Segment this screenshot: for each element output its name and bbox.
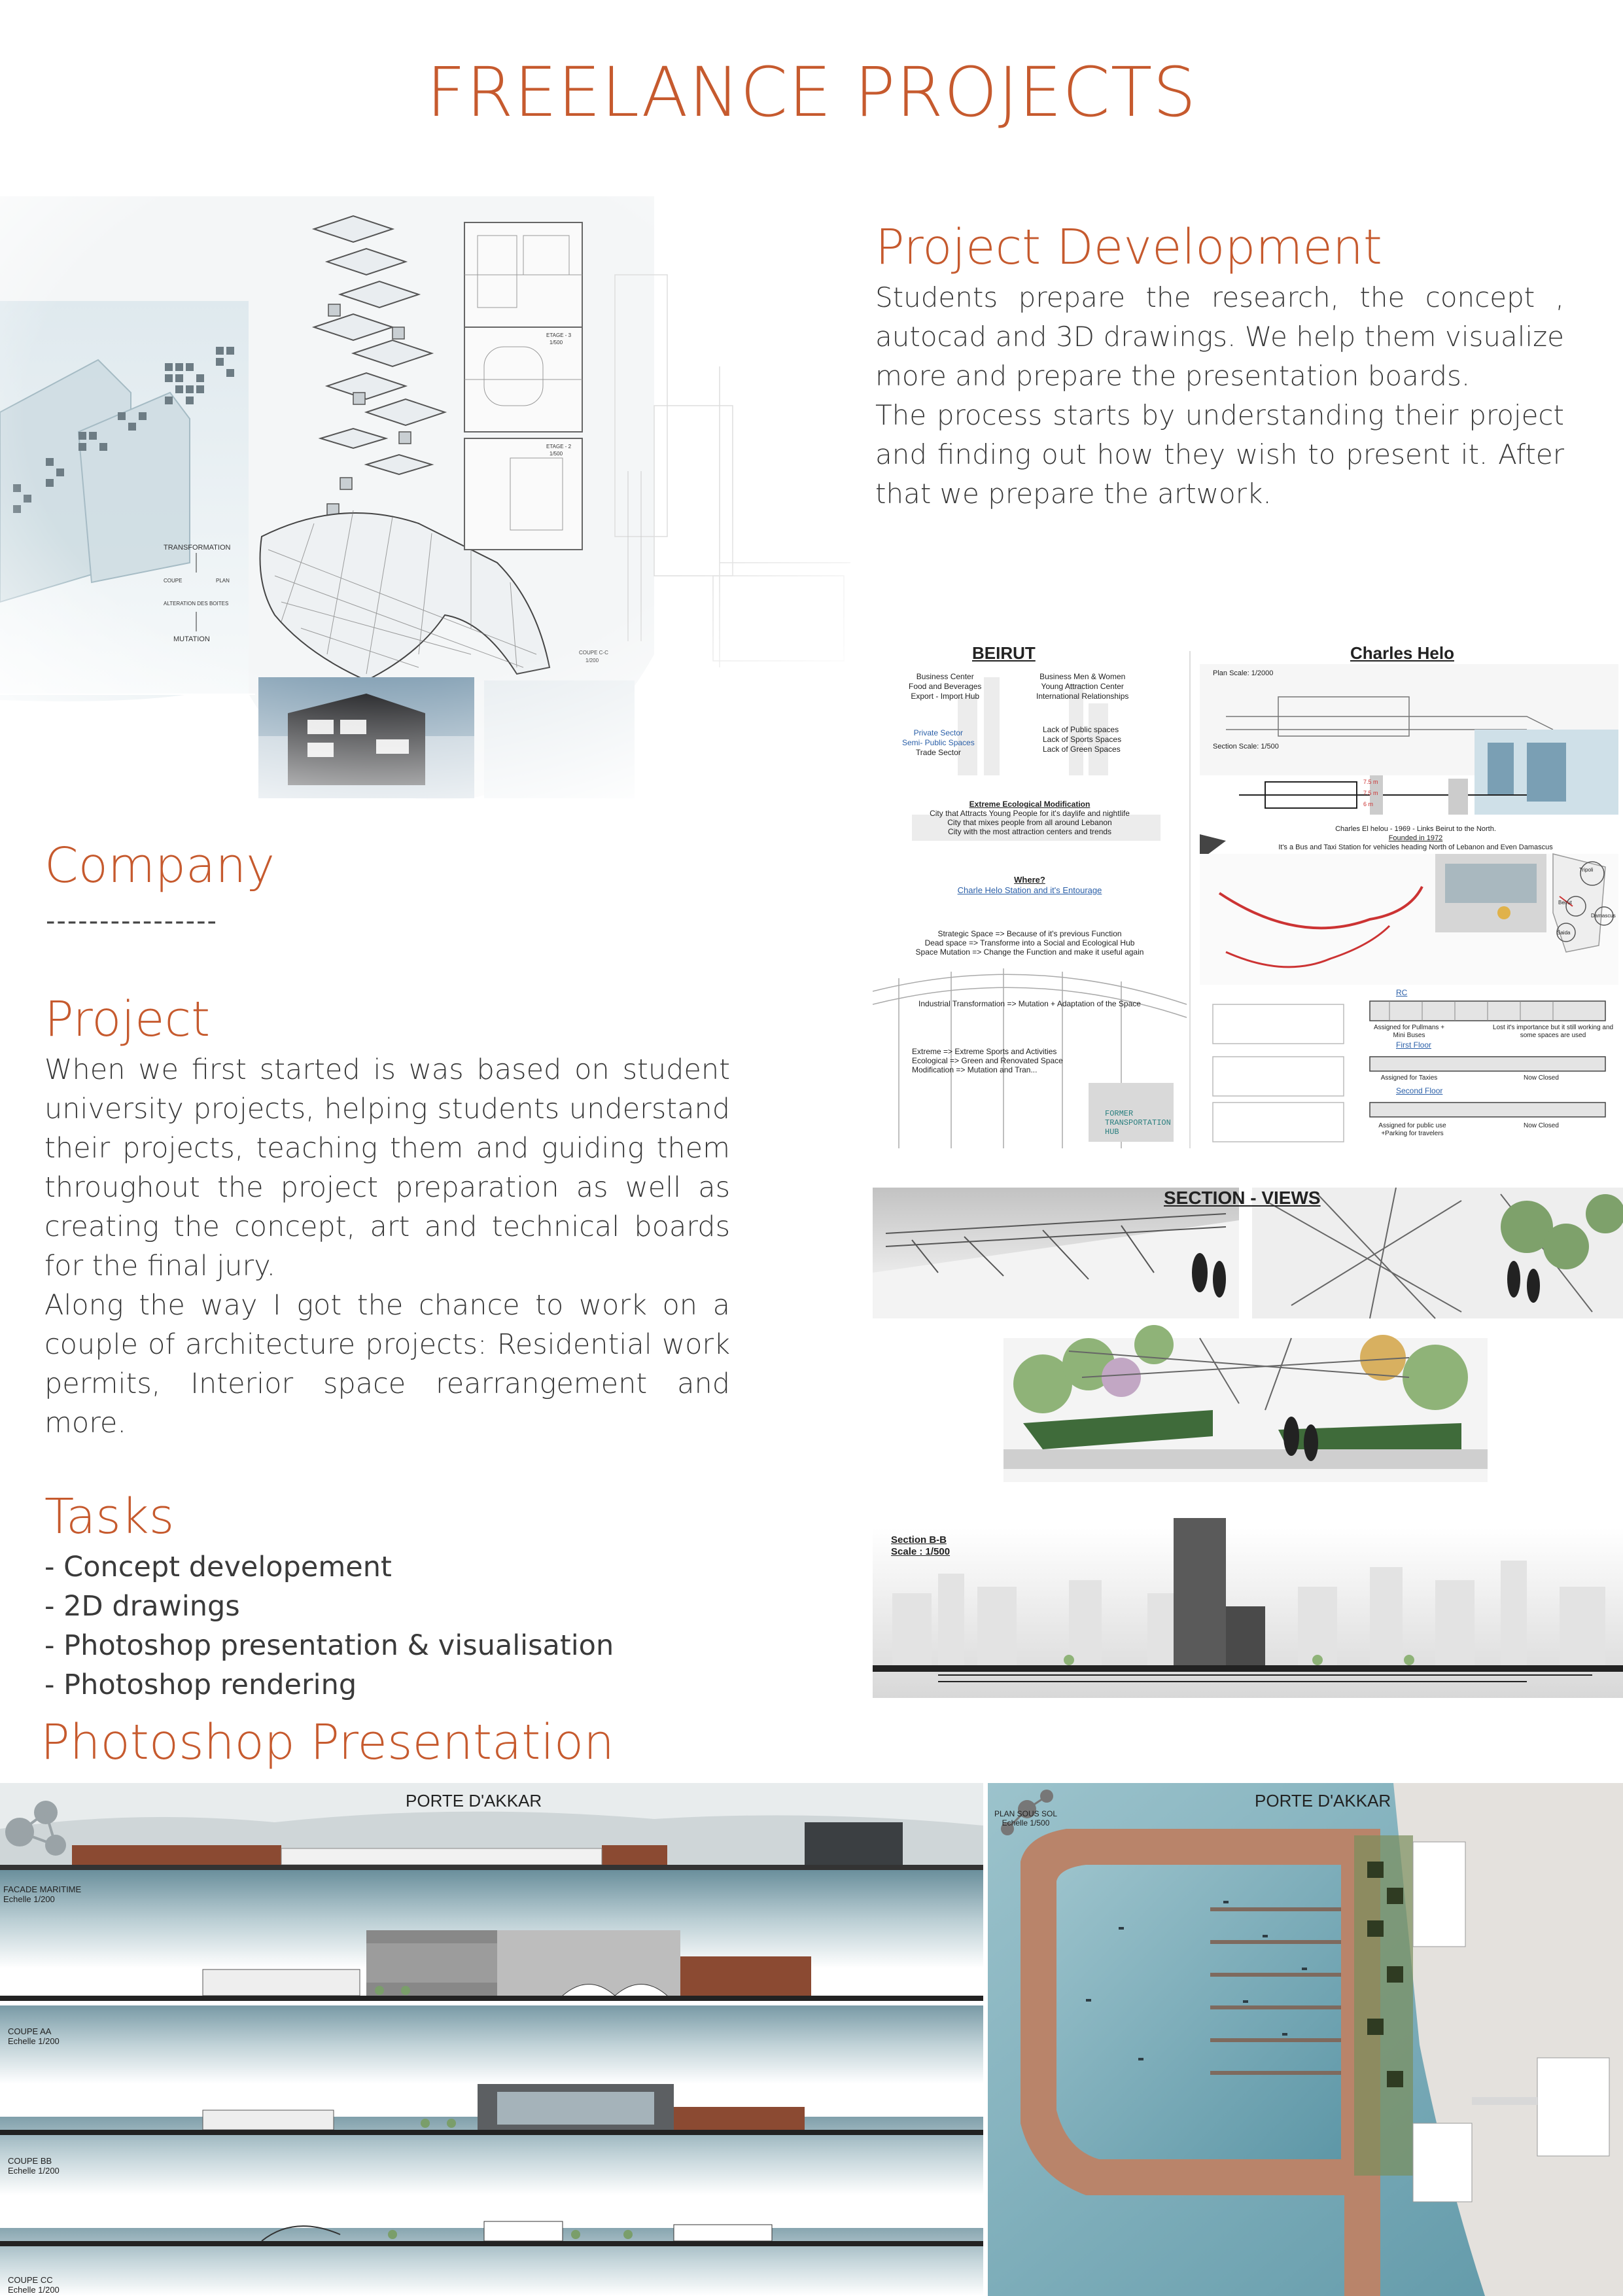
map-label: Saida xyxy=(1557,930,1571,936)
board-facade-drawing xyxy=(0,1783,983,2296)
company-title: Company xyxy=(44,838,275,894)
facade-label: FACADE MARITIME Echelle 1/200 xyxy=(3,1884,82,1904)
project-body xyxy=(44,1050,730,1443)
beirut-right-col: Business Men & Women Young Attraction Center International Relationships xyxy=(1036,672,1129,701)
section-bb-label: Section B-B Scale : 1/500 xyxy=(891,1534,951,1557)
project-title: Project xyxy=(44,991,211,1048)
board-beirut-drawing xyxy=(873,638,1623,1155)
second-floor-label: Second Floor xyxy=(1396,1086,1443,1095)
hero-drawing xyxy=(0,196,850,824)
facade-label: COUPE BB Echelle 1/200 xyxy=(8,2156,60,2176)
tasks-list xyxy=(44,1547,614,1704)
assigned-label: Assigned for Pullmans + Mini Buses xyxy=(1373,1024,1445,1039)
plan-scale-label: Plan Scale: 1/2000 xyxy=(1213,669,1274,677)
beirut-strategic: Strategic Space => Because of it's previous Function Dead space => Transforme into a Social and Ecological Hub Space Mutation => Change the Function and make it useful again xyxy=(915,929,1144,957)
section-views-title: SECTION - VIEWS xyxy=(1164,1188,1321,1208)
assigned-status: Lost it's importance but it still working and some spaces are used xyxy=(1492,1024,1614,1039)
beirut-industrial: Industrial Transformation => Mutation + Adaptation of the Space xyxy=(918,999,1141,1008)
facade-label: COUPE AA Echelle 1/200 xyxy=(8,2026,60,2046)
board-porte-akkar-facade xyxy=(0,1783,983,2296)
beirut-where: Where? Charle Helo Station and it's Entourage xyxy=(957,875,1102,895)
section-heights: 7.5 m 7.5 m 6 m xyxy=(1363,779,1378,807)
facade-label: COUPE CC Echelle 1/200 xyxy=(8,2275,60,2295)
project-development-paragraph: The process starts by understanding their project and finding out how they wish to present it. After that we prepare the artwork. xyxy=(875,399,1564,510)
beirut-lacks: Lack of Public spaces Lack of Sports Spaces Lack of Green Spaces xyxy=(1043,725,1122,754)
map-label: Tripoli xyxy=(1579,867,1594,873)
map-label: Beirut xyxy=(1558,900,1572,906)
tasks-title: Tasks xyxy=(44,1489,175,1545)
project-development-title: Project Development xyxy=(875,219,1382,275)
task-item: - 2D drawings xyxy=(44,1590,240,1623)
photoshop-presentation-title: Photoshop Presentation xyxy=(41,1714,615,1771)
assigned-label: Assigned for public use +Parking for travelers xyxy=(1378,1122,1446,1137)
board-beirut-charles-helo xyxy=(873,638,1623,1155)
assigned-status: Now Closed xyxy=(1524,1122,1559,1129)
task-item: - Concept developement xyxy=(44,1551,392,1583)
map-label: Damascus xyxy=(1591,913,1616,919)
assigned-status: Now Closed xyxy=(1524,1074,1559,1082)
project-development-paragraph: Students prepare the research, the concept , autocad and 3D drawings. We help them visualize more and prepare the presentation boards. xyxy=(875,281,1564,392)
beirut-title: BEIRUT xyxy=(972,643,1036,663)
beirut-left-col: Business Center Food and Beverages Export - Import Hub xyxy=(909,672,982,701)
board-section-views xyxy=(873,1188,1623,1698)
first-floor-label: First Floor xyxy=(1396,1040,1431,1050)
beirut-extreme: Extreme => Extreme Sports and Activities Ecological => Green and Renovated Space Modification => Mutation and Tran... xyxy=(912,1047,1063,1074)
board-porte-akkar-plan xyxy=(988,1783,1623,2296)
board-plan-drawing xyxy=(988,1783,1623,2296)
section-scale-label: Section Scale: 1/500 xyxy=(1213,743,1279,751)
task-item: - Photoshop rendering xyxy=(44,1669,357,1701)
assigned-label: Assigned for Taxies xyxy=(1380,1074,1438,1082)
hero-collage xyxy=(0,196,850,824)
task-item: - Photoshop presentation & visualisation xyxy=(44,1629,614,1662)
project-development-body xyxy=(875,278,1564,514)
floor-rc-label: RC xyxy=(1396,988,1408,997)
beirut-former-hub: FORMER TRANSPORTATION HUB xyxy=(1105,1109,1171,1137)
plan-board-title: PORTE D'AKKAR xyxy=(1255,1791,1391,1810)
charles-helo-history: Charles El helou - 1969 - Links Beirut to the North. Founded in 1972 It's a Bus and Taxi Station for vehicles heading North of Lebanon and Even Damascus xyxy=(1278,825,1553,851)
page-title: FREELANCE PROJECTS xyxy=(426,52,1197,132)
company-divider: ---------------- xyxy=(46,906,218,936)
beirut-sectors: Private Sector Semi- Public Spaces Trade Sector xyxy=(902,728,975,757)
charles-helo-title: Charles Helo xyxy=(1350,643,1454,663)
plan-label: PLAN SOUS SOL Echelle 1/500 xyxy=(994,1809,1058,1828)
project-paragraph: When we first started is was based on student university projects, helping students understand their projects, teaching them and guiding them throughout the project preparation as well as creating the concept, art and technical boards for the final jury. xyxy=(44,1053,730,1282)
facade-board-title: PORTE D'AKKAR xyxy=(406,1791,542,1810)
board-section-drawing xyxy=(873,1188,1623,1698)
beirut-ecological: Extreme Ecological Modification City that Attracts Young People for it's daylife and nightlife City that mixes people from all around Lebanon City with the most attraction centers and trends xyxy=(930,800,1130,836)
project-paragraph: Along the way I got the chance to work on a couple of architecture projects: Residential work permits, Interior space rearrangement and more. xyxy=(44,1289,730,1439)
